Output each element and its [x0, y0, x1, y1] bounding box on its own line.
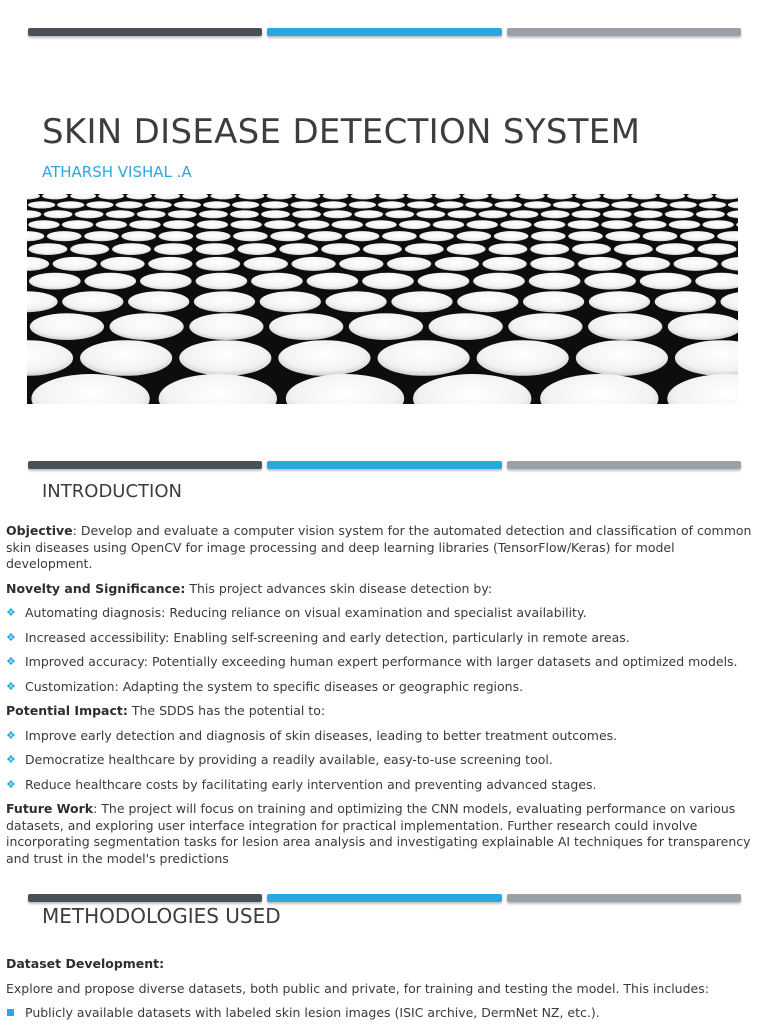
disc-shape — [332, 220, 363, 229]
disc-shape — [264, 220, 295, 229]
disc-shape — [70, 243, 109, 255]
disc-shape — [606, 231, 641, 241]
disc-shape — [473, 273, 525, 290]
disc-shape — [84, 231, 119, 241]
diamond-bullet-icon: ❖ — [6, 679, 16, 693]
disc-shape — [159, 231, 194, 241]
top-accent-bars — [28, 28, 741, 36]
diamond-bullet-icon: ❖ — [6, 728, 16, 742]
disc-shape — [603, 210, 632, 218]
disc-shape — [495, 201, 522, 208]
disc-shape — [121, 231, 156, 241]
list-item: ❖ Reduce healthcare costs by facilitating early intervention and preventing advanced stages. — [6, 776, 597, 792]
disc-shape — [363, 243, 402, 255]
disc-shape — [670, 201, 697, 208]
list-item: ❖ Automating diagnosis: Reducing reliance on visual examination and specialist availability. — [6, 605, 587, 620]
disc-shape — [168, 210, 197, 218]
page-title: SKIN DISEASE DETECTION SYSTEM — [42, 112, 641, 152]
disc-shape — [96, 220, 127, 229]
objective-paragraph — [6, 523, 758, 573]
impact-text: The SDDS has the potential to: — [127, 703, 326, 718]
disc-shape — [323, 210, 352, 218]
disc-shape — [174, 201, 201, 208]
disc-shape — [47, 231, 82, 241]
disc-shape — [640, 201, 667, 208]
disc-shape — [399, 220, 430, 229]
accent-bar-gray — [507, 28, 741, 36]
introduction-heading: INTRODUCTION — [42, 481, 182, 502]
disc-shape — [435, 257, 479, 271]
disc-shape — [494, 231, 529, 241]
disc-shape — [530, 243, 569, 255]
list-item: Publicly available datasets with labeled skin lesion images (ISIC archive, DermNet NZ, etc.). — [6, 1005, 758, 1022]
disc-shape — [148, 257, 192, 271]
disc-shape — [378, 340, 470, 376]
disc-shape — [260, 291, 321, 312]
disc-shape — [210, 194, 236, 199]
disc-shape — [44, 210, 73, 218]
disc-shape — [233, 231, 268, 241]
disc-shape — [53, 257, 97, 271]
disc-shape — [349, 313, 423, 340]
disc-shape — [695, 273, 738, 290]
disc-shape — [589, 291, 650, 312]
diamond-bullet-icon: ❖ — [6, 655, 16, 668]
disc-shape — [588, 313, 662, 340]
disc-shape — [584, 273, 636, 290]
disc-shape — [286, 374, 404, 404]
disc-shape — [278, 340, 370, 376]
disc-pattern-image — [27, 194, 738, 404]
disc-shape — [553, 201, 580, 208]
disc-shape — [385, 210, 414, 218]
disc-shape — [140, 273, 192, 290]
disc-shape — [86, 201, 113, 208]
disc-shape — [270, 231, 305, 241]
disc-shape — [477, 340, 569, 376]
disc-shape — [572, 243, 611, 255]
disc-shape — [447, 243, 486, 255]
accent-bar-gray — [507, 461, 741, 469]
disc-shape — [196, 243, 235, 255]
disc-shape — [307, 273, 359, 290]
disc-shape — [182, 194, 208, 199]
methodologies-body — [6, 956, 758, 1030]
disc-shape — [80, 340, 172, 376]
disc-shape — [163, 220, 194, 229]
disc-shape — [631, 194, 657, 199]
disc-shape — [413, 374, 531, 404]
diamond-bullet-icon: ❖ — [6, 606, 16, 619]
disc-shape — [112, 243, 151, 255]
disc-shape — [534, 220, 565, 229]
future-work-label: Future Work — [6, 801, 94, 816]
disc-shape — [489, 243, 528, 255]
disc-shape — [479, 210, 508, 218]
disc-shape — [578, 257, 622, 271]
diamond-bullet-icon: ❖ — [6, 630, 16, 644]
list-item: ❖ Improved accuracy: Potentially exceeding human expert performance with larger datasets and optimized models. — [6, 654, 738, 669]
disc-shape — [457, 231, 492, 241]
list-item: ❖ Increased accessibility: Enabling self-screening and early detection, particularly in remote areas. — [6, 629, 630, 645]
disc-shape — [128, 291, 189, 312]
disc-shape — [524, 201, 551, 208]
disc-shape — [62, 220, 93, 229]
disc-shape — [27, 257, 49, 271]
disc-shape — [42, 194, 68, 199]
disc-shape — [465, 201, 492, 208]
disc-shape — [199, 210, 228, 218]
disc-shape — [634, 210, 663, 218]
disc-shape — [27, 291, 58, 312]
disc-shape — [448, 210, 477, 218]
disc-shape — [266, 194, 292, 199]
disc-shape — [320, 201, 347, 208]
disc-shape — [349, 201, 376, 208]
disc-shape — [189, 313, 263, 340]
disc-shape — [339, 257, 383, 271]
disc-shape — [727, 210, 738, 218]
disc-shape — [529, 273, 581, 290]
disc-shape — [500, 220, 531, 229]
disc-shape — [196, 231, 231, 241]
disc-shape — [519, 194, 545, 199]
disc-shape — [575, 194, 601, 199]
disc-shape — [687, 194, 713, 199]
disc-shape — [568, 220, 599, 229]
disc-shape — [378, 201, 405, 208]
disc-shape — [110, 313, 184, 340]
objective-text: : Develop and evaluate a computer vision system for the automated detection and classification of common skin diseases using OpenCV for image processing and deep learning libraries (TensorFlow/Keras) for model development. — [6, 523, 752, 571]
accent-bar-dark — [28, 28, 262, 36]
disc-shape — [244, 257, 288, 271]
disc-shape — [75, 210, 104, 218]
disc-shape — [510, 210, 539, 218]
disc-shape — [418, 273, 470, 290]
disc-shape — [407, 201, 434, 208]
disc-shape — [576, 340, 668, 376]
disc-shape — [354, 210, 383, 218]
disc-shape — [345, 231, 380, 241]
disc-shape — [572, 210, 601, 218]
disc-shape — [238, 243, 277, 255]
square-bullet-icon — [7, 1009, 14, 1016]
disc-shape — [582, 201, 609, 208]
disc-shape — [261, 210, 290, 218]
disc-shape — [365, 220, 396, 229]
disc-shape — [154, 243, 193, 255]
objective-label: Objective — [6, 523, 73, 538]
disc-shape — [27, 340, 73, 376]
disc-shape — [665, 210, 694, 218]
disc-shape — [159, 374, 277, 404]
disc-shape — [467, 220, 498, 229]
disc-shape — [668, 313, 738, 340]
disc-shape — [251, 273, 303, 290]
disc-shape — [717, 231, 738, 241]
accent-bar-blue — [267, 894, 501, 902]
disc-shape — [100, 257, 144, 271]
disc-shape — [463, 194, 489, 199]
disc-shape — [407, 194, 433, 199]
disc-shape — [715, 194, 738, 199]
dataset-label-paragraph — [6, 956, 758, 973]
disc-shape — [30, 313, 104, 340]
disc-shape — [196, 273, 248, 290]
disc-shape — [230, 210, 259, 218]
impact-label: Potential Impact: — [6, 703, 128, 718]
disc-shape — [643, 231, 678, 241]
disc-shape — [70, 194, 96, 199]
accent-bar-blue — [267, 28, 501, 36]
introduction-body — [6, 523, 758, 875]
accent-bar-blue — [267, 461, 501, 469]
disc-shape — [614, 243, 653, 255]
accent-bar-gray — [507, 894, 741, 902]
disc-shape — [656, 243, 695, 255]
disc-shape — [508, 313, 582, 340]
disc-shape — [29, 243, 68, 255]
disc-shape — [640, 273, 692, 290]
novelty-text: This project advances skin disease detection by: — [185, 580, 493, 596]
disc-shape — [238, 194, 264, 199]
section-divider-bars — [28, 894, 741, 902]
disc-shape — [603, 194, 629, 199]
disc-shape — [669, 220, 700, 229]
disc-shape — [419, 231, 454, 241]
accent-bar-dark — [28, 461, 262, 469]
disc-shape — [698, 243, 737, 255]
disc-shape — [232, 201, 259, 208]
disc-shape — [541, 210, 570, 218]
disc-shape — [62, 291, 123, 312]
disc-shape — [703, 220, 734, 229]
disc-shape — [429, 313, 503, 340]
disc-shape — [362, 273, 414, 290]
disc-shape — [601, 220, 632, 229]
disc-shape — [387, 257, 431, 271]
disc-shape — [106, 210, 135, 218]
disc-shape — [231, 220, 262, 229]
disc-shape — [295, 194, 321, 199]
disc-shape — [531, 231, 566, 241]
disc-shape — [29, 273, 81, 290]
methodologies-heading: METHODOLOGIES USED — [42, 904, 281, 928]
disc-shape — [351, 194, 377, 199]
disc-shape — [696, 210, 725, 218]
disc-shape — [31, 374, 149, 404]
disc-shape — [194, 291, 255, 312]
disc-shape — [435, 194, 461, 199]
hero-image — [27, 194, 738, 404]
disc-shape — [261, 201, 288, 208]
disc-shape — [391, 291, 452, 312]
disc-shape — [405, 243, 444, 255]
section-divider-bars — [28, 461, 741, 469]
disc-shape — [721, 291, 739, 312]
disc-shape — [699, 201, 726, 208]
disc-shape — [379, 194, 405, 199]
author-name: ATHARSH VISHAL .A — [42, 163, 192, 181]
disc-shape — [145, 201, 172, 208]
disc-shape — [116, 201, 143, 208]
disc-shape — [85, 273, 137, 290]
impact-paragraph — [6, 703, 758, 720]
disc-shape — [491, 194, 517, 199]
disc-shape — [523, 291, 584, 312]
disc-shape — [433, 220, 464, 229]
disc-shape — [28, 220, 59, 229]
disc-shape — [321, 243, 360, 255]
disc-shape — [98, 194, 124, 199]
disc-shape — [680, 231, 715, 241]
disc-shape — [154, 194, 180, 199]
diamond-bullet-icon: ❖ — [6, 753, 16, 766]
disc-shape — [568, 231, 603, 241]
disc-shape — [530, 257, 574, 271]
disc-shape — [137, 210, 166, 218]
disc-shape — [326, 291, 387, 312]
disc-shape — [611, 201, 638, 208]
disc-shape — [540, 374, 658, 404]
disc-shape — [547, 194, 573, 199]
disc-shape — [28, 201, 55, 208]
disc-shape — [203, 201, 230, 208]
novelty-label: Novelty and Significance: — [6, 580, 186, 596]
disc-shape — [674, 257, 718, 271]
disc-shape — [675, 340, 738, 376]
disc-shape — [27, 194, 40, 199]
disc-shape — [179, 340, 271, 376]
disc-shape — [482, 257, 526, 271]
list-item: ❖ Democratize healthcare by providing a readily available, easy-to-use screening tool. — [6, 752, 553, 767]
disc-shape — [298, 220, 329, 229]
disc-shape — [655, 291, 716, 312]
disc-shape — [736, 220, 738, 229]
disc-shape — [635, 220, 666, 229]
future-work-text: : The project will focus on training and optimizing the CNN models, evaluating performance on various datasets, and exploring user interface integration for practical implementation. Further research could involve incorporating segmentation tasks for lesion area analysis and investigating explainable AI techniques for transparency and trust in the model's predictions — [6, 801, 751, 866]
disc-shape — [659, 194, 685, 199]
diamond-bullet-icon: ❖ — [6, 777, 16, 791]
novelty-paragraph — [6, 581, 758, 598]
disc-shape — [27, 231, 44, 241]
accent-bar-dark — [28, 894, 262, 902]
dataset-text: Explore and propose diverse datasets, both public and private, for training and testing the model. This includes: — [6, 980, 709, 996]
disc-shape — [323, 194, 349, 199]
disc-shape — [667, 374, 738, 404]
disc-shape — [279, 243, 318, 255]
disc-shape — [292, 210, 321, 218]
disc-shape — [382, 231, 417, 241]
disc-shape — [269, 313, 343, 340]
disc-shape — [197, 220, 228, 229]
disc-shape — [126, 194, 152, 199]
disc-shape — [291, 201, 318, 208]
disc-shape — [436, 201, 463, 208]
disc-shape — [196, 257, 240, 271]
disc-shape — [416, 210, 445, 218]
disc-shape — [308, 231, 343, 241]
disc-shape — [721, 257, 738, 271]
disc-shape — [728, 201, 738, 208]
dataset-label: Dataset Development: — [6, 956, 165, 971]
disc-shape — [291, 257, 335, 271]
disc-shape — [457, 291, 518, 312]
disc-shape — [27, 210, 41, 218]
list-item: ❖ Improve early detection and diagnosis of skin diseases, leading to better treatment outcomes. — [6, 727, 618, 743]
disc-shape — [129, 220, 160, 229]
list-item: ❖ Customization: Adapting the system to specific diseases or geographic regions. — [6, 678, 524, 694]
future-work-paragraph — [6, 801, 758, 867]
disc-shape — [57, 201, 84, 208]
disc-shape — [626, 257, 670, 271]
